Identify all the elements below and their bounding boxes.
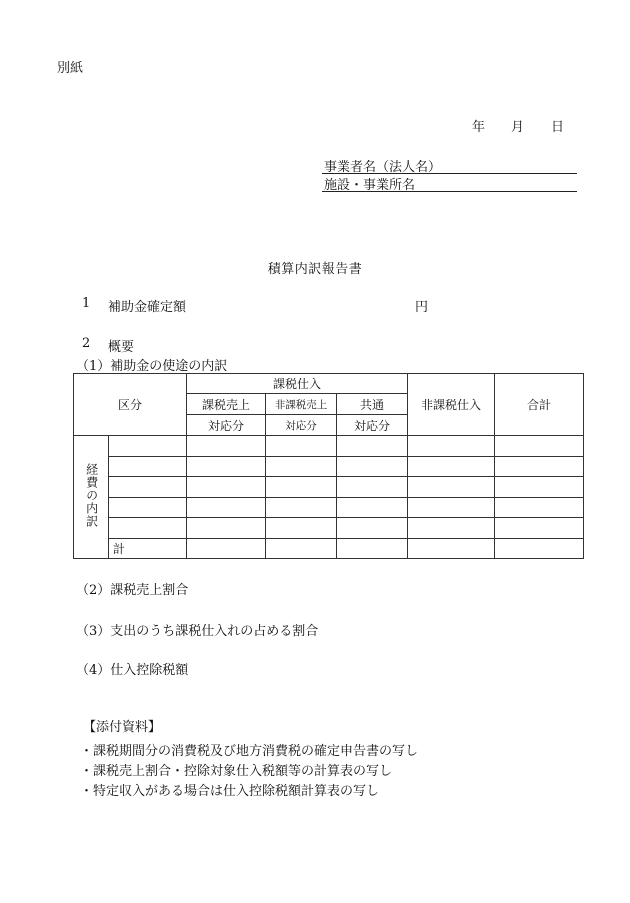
nontaxable-purchase-header: 非課税仕入 [408, 374, 495, 436]
subsection3-heading: （3）支出のうち課税仕入れの占める割合 [76, 624, 319, 639]
total-header: 合計 [495, 374, 584, 436]
attachment-label: 別紙 [57, 61, 84, 76]
attachment-item: ・課税期間分の消費税及び地方消費税の確定申告書の写し [80, 744, 419, 759]
nontaxable-sales-header-line2: 対応分 [266, 415, 337, 436]
expense-category-cell [74, 436, 109, 559]
table-row [74, 497, 584, 518]
section2-number: 2 [82, 336, 91, 351]
expense-label: 経費の内訳 [84, 463, 99, 528]
common-header-line1: 共通 [337, 394, 408, 415]
section1-label: 補助金確定額 [108, 300, 187, 315]
subsection2-heading: （2）課税売上割合 [76, 583, 189, 598]
taxable-sales-header-line2: 対応分 [187, 415, 266, 436]
common-header-line2: 対応分 [337, 415, 408, 436]
table-row [74, 436, 584, 457]
subsection4-heading: （4）仕入控除税額 [76, 663, 189, 678]
expense-breakdown-table [73, 373, 584, 559]
date-month-label: 月 [511, 120, 525, 135]
total-row-label: 計 [109, 538, 187, 559]
facility-name-label: 施設・事業所名 [324, 178, 416, 193]
section1-unit: 円 [415, 300, 429, 315]
attachment-item: ・課税売上割合・控除対象仕入税額等の計算表の写し [80, 764, 393, 779]
section1-number: 1 [82, 296, 91, 311]
subsection1-heading: （1）補助金の使途の内訳 [76, 359, 228, 374]
category-header: 区分 [74, 374, 187, 436]
attachments-title: 【添付資料】 [83, 720, 162, 735]
taxable-sales-header-line1: 課税売上 [187, 394, 266, 415]
table-row [74, 477, 584, 498]
table-total-row [74, 538, 584, 559]
facility-name-line [322, 173, 577, 192]
attachment-item: ・特定収入がある場合は仕入控除税額計算表の写し [80, 784, 380, 799]
company-name-label: 事業者名（法人名） [324, 160, 442, 175]
taxable-purchase-header: 課税仕入 [187, 374, 408, 394]
nontaxable-sales-header-line1: 非課税売上 [266, 394, 337, 415]
company-name-line [322, 155, 577, 174]
table-row [74, 456, 584, 477]
page-title: 積算内訳報告書 [267, 262, 363, 277]
date-day-label: 日 [551, 120, 565, 135]
section2-label: 概要 [108, 340, 135, 355]
date-year-label: 年 [472, 120, 486, 135]
table-row [74, 518, 584, 539]
